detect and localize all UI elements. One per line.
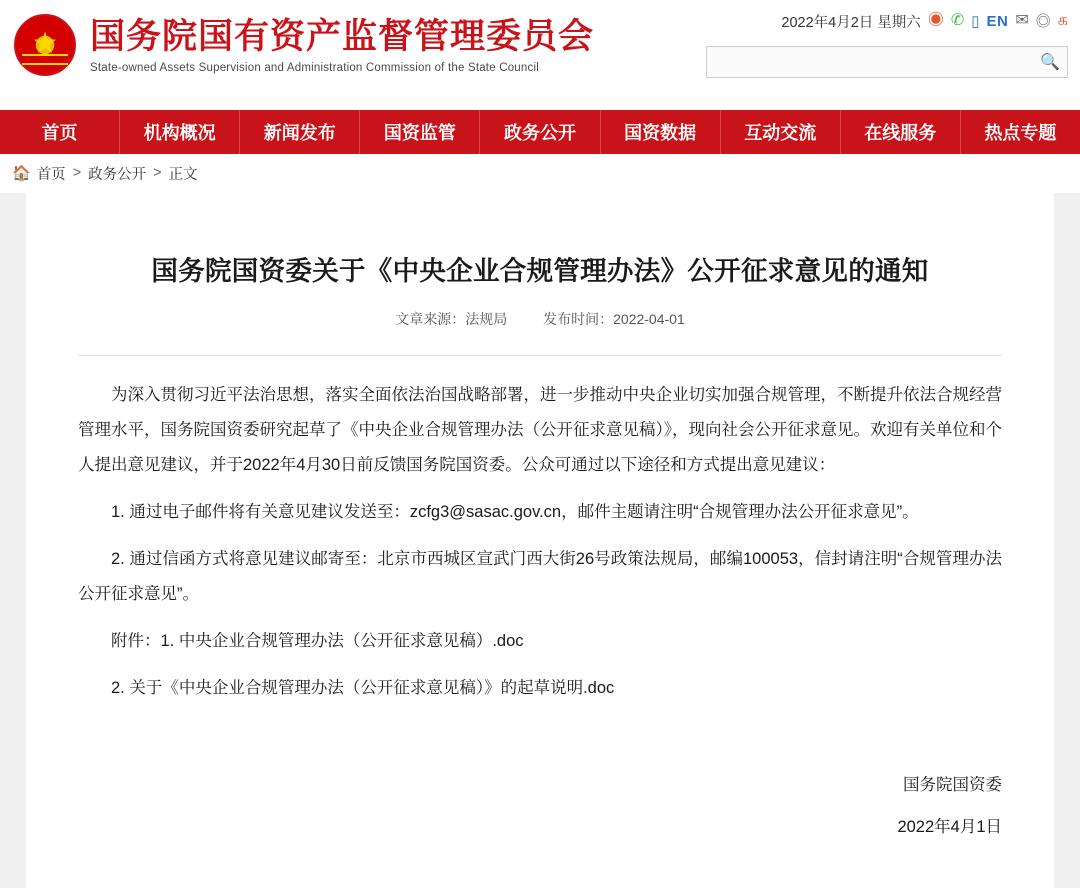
wechat-icon[interactable]: ✆ <box>950 12 965 29</box>
article-source: 文章来源：法规局 <box>395 311 508 327</box>
language-en-icon[interactable]: EN <box>986 12 1009 30</box>
current-date: 2022年4月2日 星期六 <box>781 14 921 31</box>
nav-item-interaction[interactable]: 互动交流 <box>721 110 841 154</box>
nav-item-news[interactable]: 新闻发布 <box>240 110 360 154</box>
camera-icon[interactable]: ◎ <box>1035 12 1051 30</box>
breadcrumb-item-government-affairs[interactable]: 政务公开 <box>88 166 147 183</box>
divider <box>78 355 1002 356</box>
site-header <box>0 0 1080 110</box>
signature-date: 2022年4月1日 <box>897 818 1002 836</box>
site-brand[interactable] <box>0 0 594 76</box>
main-navigation[interactable] <box>0 110 1080 154</box>
accessibility-icon[interactable]: க <box>1057 12 1068 29</box>
home-icon[interactable]: 🏠 <box>12 165 31 182</box>
article-body <box>78 378 1002 848</box>
nav-item-organization[interactable]: 机构概况 <box>120 110 240 154</box>
brand-title-cn: 国务院国有资产监督管理委员会 <box>90 17 595 56</box>
signature-organization: 国务院国资委 <box>903 776 1002 794</box>
article-attachment-1[interactable]: 附件：1. 中央企业合规管理办法（公开征求意见稿）.doc <box>111 632 524 650</box>
search-icon[interactable]: 🔍 <box>1033 47 1067 77</box>
national-emblem-icon <box>14 14 76 76</box>
brand-text <box>90 16 594 74</box>
breadcrumb-separator: > <box>72 165 82 181</box>
article-signature <box>78 764 1002 848</box>
brand-title-en: State-owned Assets Supervision and Administration Commission of the State Council <box>90 62 539 74</box>
nav-item-data[interactable]: 国资数据 <box>601 110 721 154</box>
article-publish-date: 发布时间：2022-04-01 <box>543 311 685 327</box>
header-date-and-icons <box>706 8 1068 34</box>
mail-icon[interactable]: ✉ <box>1015 12 1029 29</box>
content-area <box>0 193 1080 888</box>
mobile-icon[interactable]: ▯ <box>971 12 980 30</box>
article-meta <box>78 309 1002 329</box>
page-title: 国务院国资委关于《中央企业合规管理办法》公开征求意见的通知 <box>151 256 929 286</box>
article-paragraph: 为深入贯彻习近平法治思想，落实全面依法治国战略部署，进一步推动中央企业切实加强合规管理，不断提升依法合规经营管理水平，国务院国资委研究起草了《中央企业合规管理办法（公开征求意见稿）》，现向社会公开征求意见。欢迎有关单位和个人提出意见建议，并于2022年4月30日前反馈国务院国资委。公众可通过以下途径和方式提出意见建议： <box>78 386 1002 474</box>
header-utility-area <box>706 0 1080 78</box>
nav-item-topics[interactable]: 热点专题 <box>984 123 1057 143</box>
search-input[interactable] <box>707 47 1033 77</box>
breadcrumb-separator: > <box>153 165 162 181</box>
article-card <box>26 193 1054 888</box>
nav-item-online-services[interactable]: 在线服务 <box>841 110 961 154</box>
nav-item-supervision[interactable]: 国资监管 <box>360 110 480 154</box>
nav-item-government-affairs[interactable]: 政务公开 <box>480 110 600 154</box>
breadcrumb <box>0 154 1080 193</box>
article-attachment-2[interactable]: 2. 关于《中央企业合规管理办法（公开征求意见稿）》的起草说明.doc <box>111 679 615 697</box>
nav-item-home[interactable]: 首页 <box>0 110 120 154</box>
breadcrumb-item-home[interactable]: 首页 <box>36 166 66 183</box>
article-paragraph: 1. 通过电子邮件将有关意见建议发送至：zcfg3@sasac.gov.cn，邮件主题请注明“合规管理办法公开征求意见”。 <box>111 503 919 521</box>
search-box[interactable] <box>706 46 1068 78</box>
weibo-icon[interactable]: ◉ <box>927 12 944 29</box>
breadcrumb-item-current: 正文 <box>168 166 198 183</box>
article-paragraph: 2. 通过信函方式将意见建议邮寄至：北京市西城区宣武门西大街26号政策法规局，邮编100053，信封请注明“合规管理办法公开征求意见”。 <box>78 550 1002 603</box>
